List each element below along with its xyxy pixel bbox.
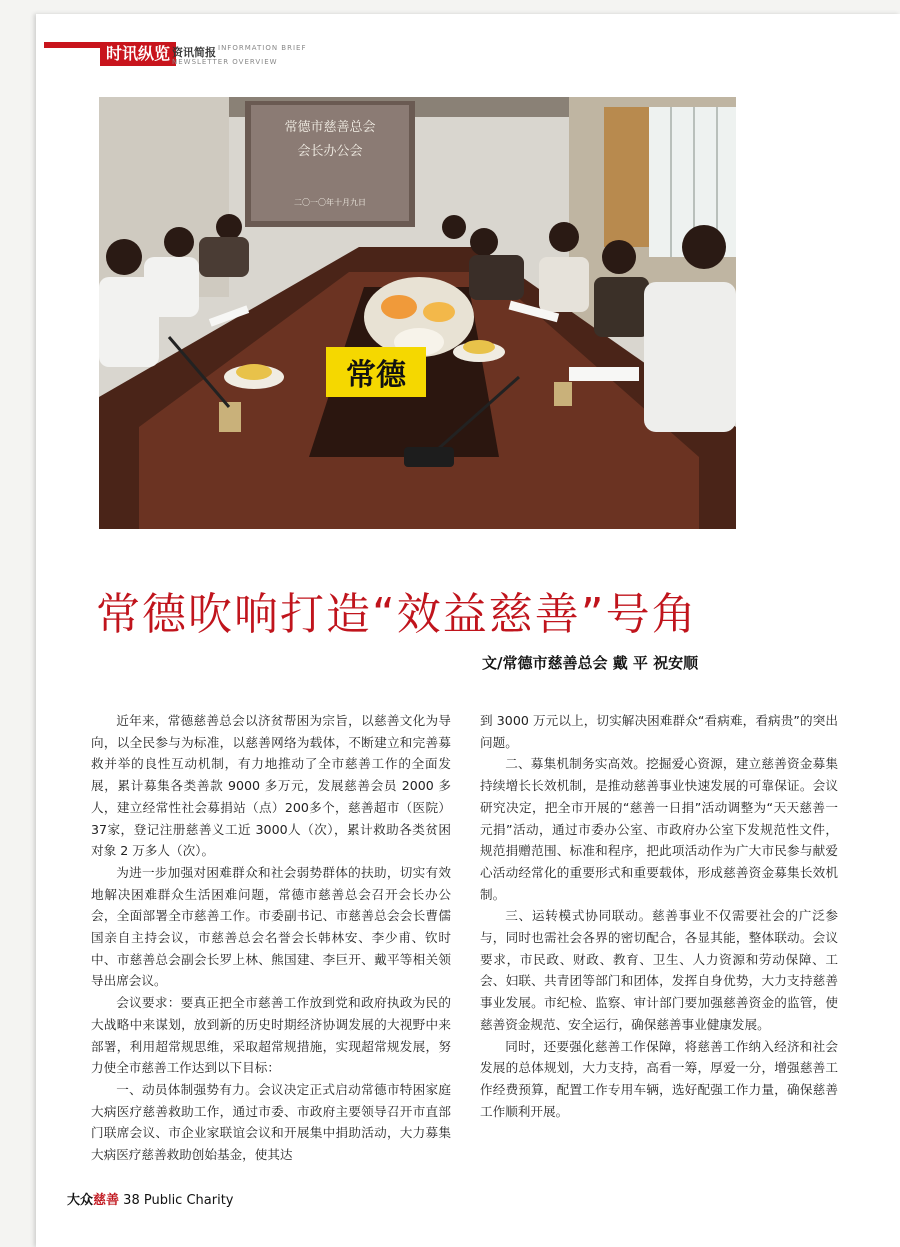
article-byline: 文/常德市慈善总会 戴 平 祝安顺 bbox=[482, 654, 699, 672]
magazine-name: Public Charity bbox=[143, 1193, 234, 1208]
section-english-line-2: NEWSLETTER OVERVIEW bbox=[172, 58, 278, 66]
meeting-photo bbox=[99, 97, 736, 529]
paragraph: 一、动员体制强势有力。会议决定正式启动常德市特困家庭大病医疗慈善救助工作，通过市委、市政府主要领导召开市直部门联席会议、市企业家联谊会议和开展集中捐助活动，大力募集大病医疗慈善救助创始基金，使其达 bbox=[91, 1081, 451, 1163]
magazine-brand: 大众 bbox=[67, 1193, 94, 1208]
left-column bbox=[91, 710, 451, 1166]
page-footer bbox=[67, 1189, 234, 1208]
right-column bbox=[480, 710, 838, 1122]
paragraph: 二、募集机制务实高效。挖掘爱心资源，建立慈善资金募集持续增长长效机制，是推动慈善事业快速发展的可靠保证。会议研究决定，把全市开展的“慈善一日捐”活动调整为“天天慈善一元捐”活动，通过市委办公室、市政府办公室下发规范性文件，规范捐赠范围、标准和程序，把此项活动作为广大市民参与献爱心活动经常化的重要形式和重要载体，形成慈善资金募集长效机制。 bbox=[480, 756, 838, 902]
placard-text: 常德 bbox=[346, 358, 406, 393]
screen-date: 二〇一〇年十月九日 bbox=[294, 198, 366, 207]
paragraph: 为进一步加强对困难群众和社会弱势群体的扶助，切实有效地解决困难群众生活困难问题，常德市慈善总会召开会长办公会，全面部署全市慈善工作。市委副书记、市慈善总会会长曹儒国亲自主持会议，市慈善总会名誉会长韩林安、李少甫、钦时中、市慈善总会副会长罗上林、熊国建、李巨开、戴平等相关领导出席会议。 bbox=[91, 864, 451, 989]
screen-text-2: 会长办公会 bbox=[297, 144, 363, 159]
paragraph: 到 3000 万元以上，切实解决困难群众“看病难，看病贵”的突出问题。 bbox=[480, 713, 838, 750]
page-number: 38 bbox=[123, 1193, 140, 1208]
section-tag: 时讯纵览 bbox=[100, 42, 176, 66]
paragraph: 同时，还要强化慈善工作保障，将慈善工作纳入经济和社会发展的总体规划，大力支持，高看一筹，厚爱一分，增强慈善工作经费预算，配置工作专用车辆，选好配强工作力量，确保慈善工作顺利开展。 bbox=[480, 1038, 838, 1119]
paragraph: 近年来，常德慈善总会以济贫帮困为宗旨，以慈善文化为导向，以全民参与为标准，以慈善网络为载体，不断建立和完善募救并举的良性互动机制，有力地推动了全市慈善工作的全面发展，累计募集各类善款 9000 多万元，发展慈善会员 2000 多人，建立经常性社会募捐站（点）200多个，慈善超市（医院）37家，登记注册慈善义工近 3000人（次），累计救助各类贫困对象 2 万多人（次）。 bbox=[91, 713, 451, 859]
paragraph: 会议要求：要真正把全市慈善工作放到党和政府执政为民的大战略中来谋划，放到新的历史时期经济协调发展的大视野中来部署，利用超常规思维，采取超常规措施，实现超常规发展，努力使全市慈善工作达到以下目标： bbox=[91, 995, 451, 1076]
magazine-brand-accent: 慈善 bbox=[93, 1193, 120, 1208]
screen-text-1: 常德市慈善总会 bbox=[284, 120, 376, 135]
header-rule bbox=[44, 42, 104, 48]
section-english-line-1: INFORMATION BRIEF bbox=[218, 44, 307, 52]
article-title: 常德吹响打造“效益慈善”号角 bbox=[96, 589, 698, 640]
section-subtitle: 资讯简报 bbox=[172, 46, 216, 59]
paragraph: 三、运转模式协同联动。慈善事业不仅需要社会的广泛参与，同时也需社会各界的密切配合，各显其能，整体联动。会议要求，市民政、财政、教育、卫生、人力资源和劳动保障、工会、妇联、共青团等部门和团体，发挥自身优势，大力支持慈善事业发展。市纪检、监察、审计部门要加强慈善资金的监管，使慈善资金规范、安全运行，确保慈善事业健康发展。 bbox=[480, 908, 838, 1032]
